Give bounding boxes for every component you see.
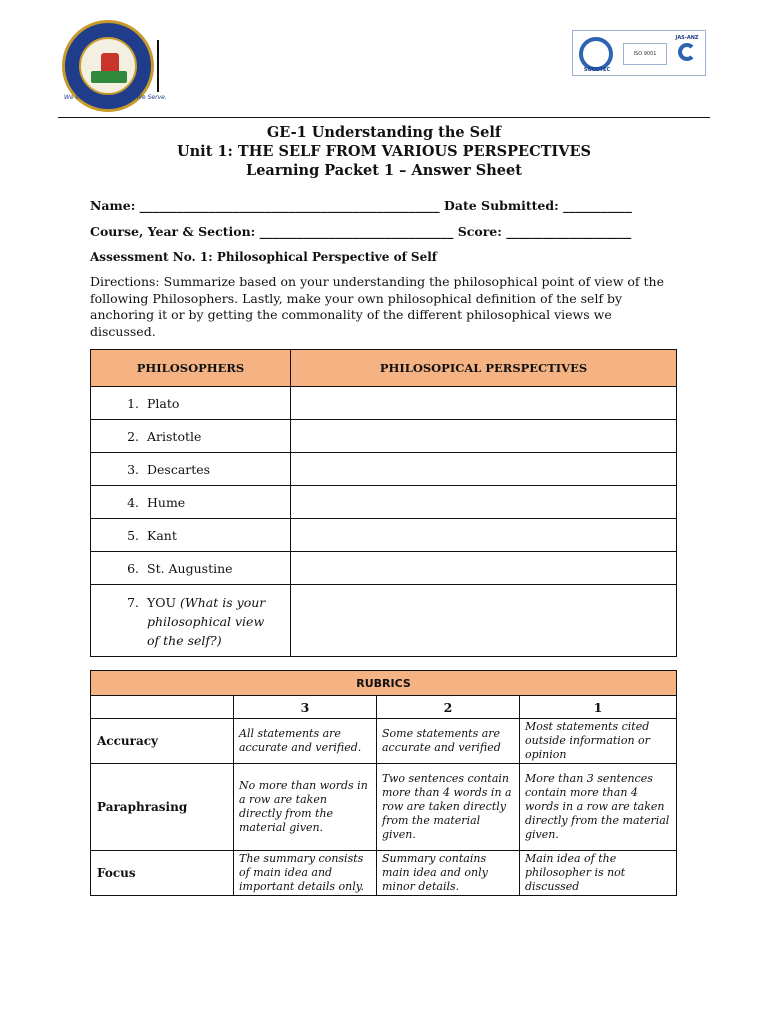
rubric-cell: Most statements cited outside information or opinion bbox=[520, 719, 677, 764]
rubric-cell: Two sentences contain more than 4 words in a row are taken directly from the material given. bbox=[377, 764, 520, 851]
table-row bbox=[91, 420, 677, 453]
rubrics-table bbox=[90, 670, 677, 896]
socotec-label: SOCOTEC bbox=[583, 67, 611, 73]
criterion-header-blank bbox=[91, 696, 234, 719]
header-rule bbox=[58, 117, 710, 118]
jas-anz-icon bbox=[678, 43, 696, 61]
philosopher-cell bbox=[91, 453, 291, 486]
rubric-cell: The summary consists of main idea and important details only. bbox=[234, 851, 377, 896]
perspective-answer-cell[interactable] bbox=[291, 552, 677, 585]
philosopher-cell bbox=[91, 552, 291, 585]
perspective-answer-cell[interactable] bbox=[291, 453, 677, 486]
criterion-label: Accuracy bbox=[91, 719, 234, 764]
table-row-you bbox=[91, 585, 677, 657]
table-row bbox=[91, 387, 677, 420]
rubric-cell: Summary contains main idea and only minor details. bbox=[377, 851, 520, 896]
philosopher-name: St. Augustine bbox=[147, 560, 233, 576]
philosopher-name: Plato bbox=[147, 395, 180, 411]
rubric-cell: No more than words in a row are taken directly from the material given. bbox=[234, 764, 377, 851]
directions-text: Directions: Summarize based on your understanding the philosophical point of view of the following Philosophers. Lastly, make your own philosophical definition of the self by anchoring it or by getting the commonality of the different philosophical views we discussed. bbox=[90, 274, 664, 339]
iso-label: ISO 9001 bbox=[623, 43, 667, 65]
table-row bbox=[91, 719, 677, 764]
perspectives-header: PHILOSOPICAL PERSPECTIVES bbox=[291, 350, 677, 387]
row-number: 2. bbox=[127, 428, 139, 444]
table-row bbox=[91, 552, 677, 585]
philosopher-cell bbox=[91, 585, 291, 657]
philosopher-cell bbox=[91, 420, 291, 453]
row-number: 3. bbox=[127, 461, 139, 477]
packet-title: Learning Packet 1 – Answer Sheet bbox=[246, 162, 522, 179]
philosopher-name: Aristotle bbox=[147, 428, 202, 444]
rubric-cell: All statements are accurate and verified. bbox=[234, 719, 377, 764]
table-row bbox=[91, 851, 677, 896]
perspective-answer-cell[interactable] bbox=[291, 387, 677, 420]
you-label: YOU bbox=[147, 595, 177, 610]
table-row bbox=[91, 764, 677, 851]
seal-ribbon-icon bbox=[91, 71, 127, 83]
own-view-answer-cell[interactable] bbox=[291, 585, 677, 657]
philosopher-cell bbox=[91, 387, 291, 420]
philosopher-name: Kant bbox=[147, 527, 177, 543]
row-number: 7. bbox=[127, 595, 139, 610]
certification-logos bbox=[572, 30, 706, 76]
you-note: (What is your philosophical view of the self?) bbox=[147, 595, 266, 648]
table-row bbox=[91, 519, 677, 552]
philosopher-name: Descartes bbox=[147, 461, 211, 477]
rubric-cell: Some statements are accurate and verified bbox=[377, 719, 520, 764]
perspective-answer-cell[interactable] bbox=[291, 519, 677, 552]
socotec-icon bbox=[579, 37, 613, 71]
jas-anz-logo bbox=[671, 35, 703, 71]
philosopher-cell bbox=[91, 486, 291, 519]
philosophers-table bbox=[90, 349, 677, 657]
criterion-label: Focus bbox=[91, 851, 234, 896]
course-score-line[interactable]: Course, Year & Section: _______________________________ Score: ____________________ bbox=[90, 224, 632, 239]
row-number: 4. bbox=[127, 494, 139, 510]
score-header: 2 bbox=[377, 696, 520, 719]
rubric-cell: Main idea of the philosopher is not discussed bbox=[520, 851, 677, 896]
jas-anz-label: JAS-ANZ bbox=[675, 35, 699, 41]
university-tagline: We Innovate. We Build. We Serve. bbox=[64, 94, 167, 101]
table-row bbox=[91, 486, 677, 519]
score-header: 1 bbox=[520, 696, 677, 719]
course-title: GE-1 Understanding the Self bbox=[266, 124, 502, 141]
rubric-cell: More than 3 sentences contain more than 4 words in a row are taken directly from the material given. bbox=[520, 764, 677, 851]
score-header: 3 bbox=[234, 696, 377, 719]
table-row bbox=[91, 453, 677, 486]
row-number: 5. bbox=[127, 527, 139, 543]
unit-title: Unit 1: THE SELF FROM VARIOUS PERSPECTIVES bbox=[177, 143, 591, 160]
criterion-label: Paraphrasing bbox=[91, 764, 234, 851]
philosopher-cell bbox=[91, 519, 291, 552]
name-date-line[interactable]: Name: ________________________________________________ Date Submitted: ___________ bbox=[90, 198, 632, 213]
philosophers-header: PHILOSOPHERS bbox=[91, 350, 291, 387]
rubrics-title: RUBRICS bbox=[91, 671, 677, 696]
perspective-answer-cell[interactable] bbox=[291, 420, 677, 453]
seal-emblem bbox=[79, 37, 137, 95]
row-number: 6. bbox=[127, 560, 139, 576]
philosopher-name: Hume bbox=[147, 494, 186, 510]
row-number: 1. bbox=[127, 395, 139, 411]
assessment-heading: Assessment No. 1: Philosophical Perspective of Self bbox=[90, 250, 437, 264]
perspective-answer-cell[interactable] bbox=[291, 486, 677, 519]
logo-divider bbox=[157, 40, 159, 92]
